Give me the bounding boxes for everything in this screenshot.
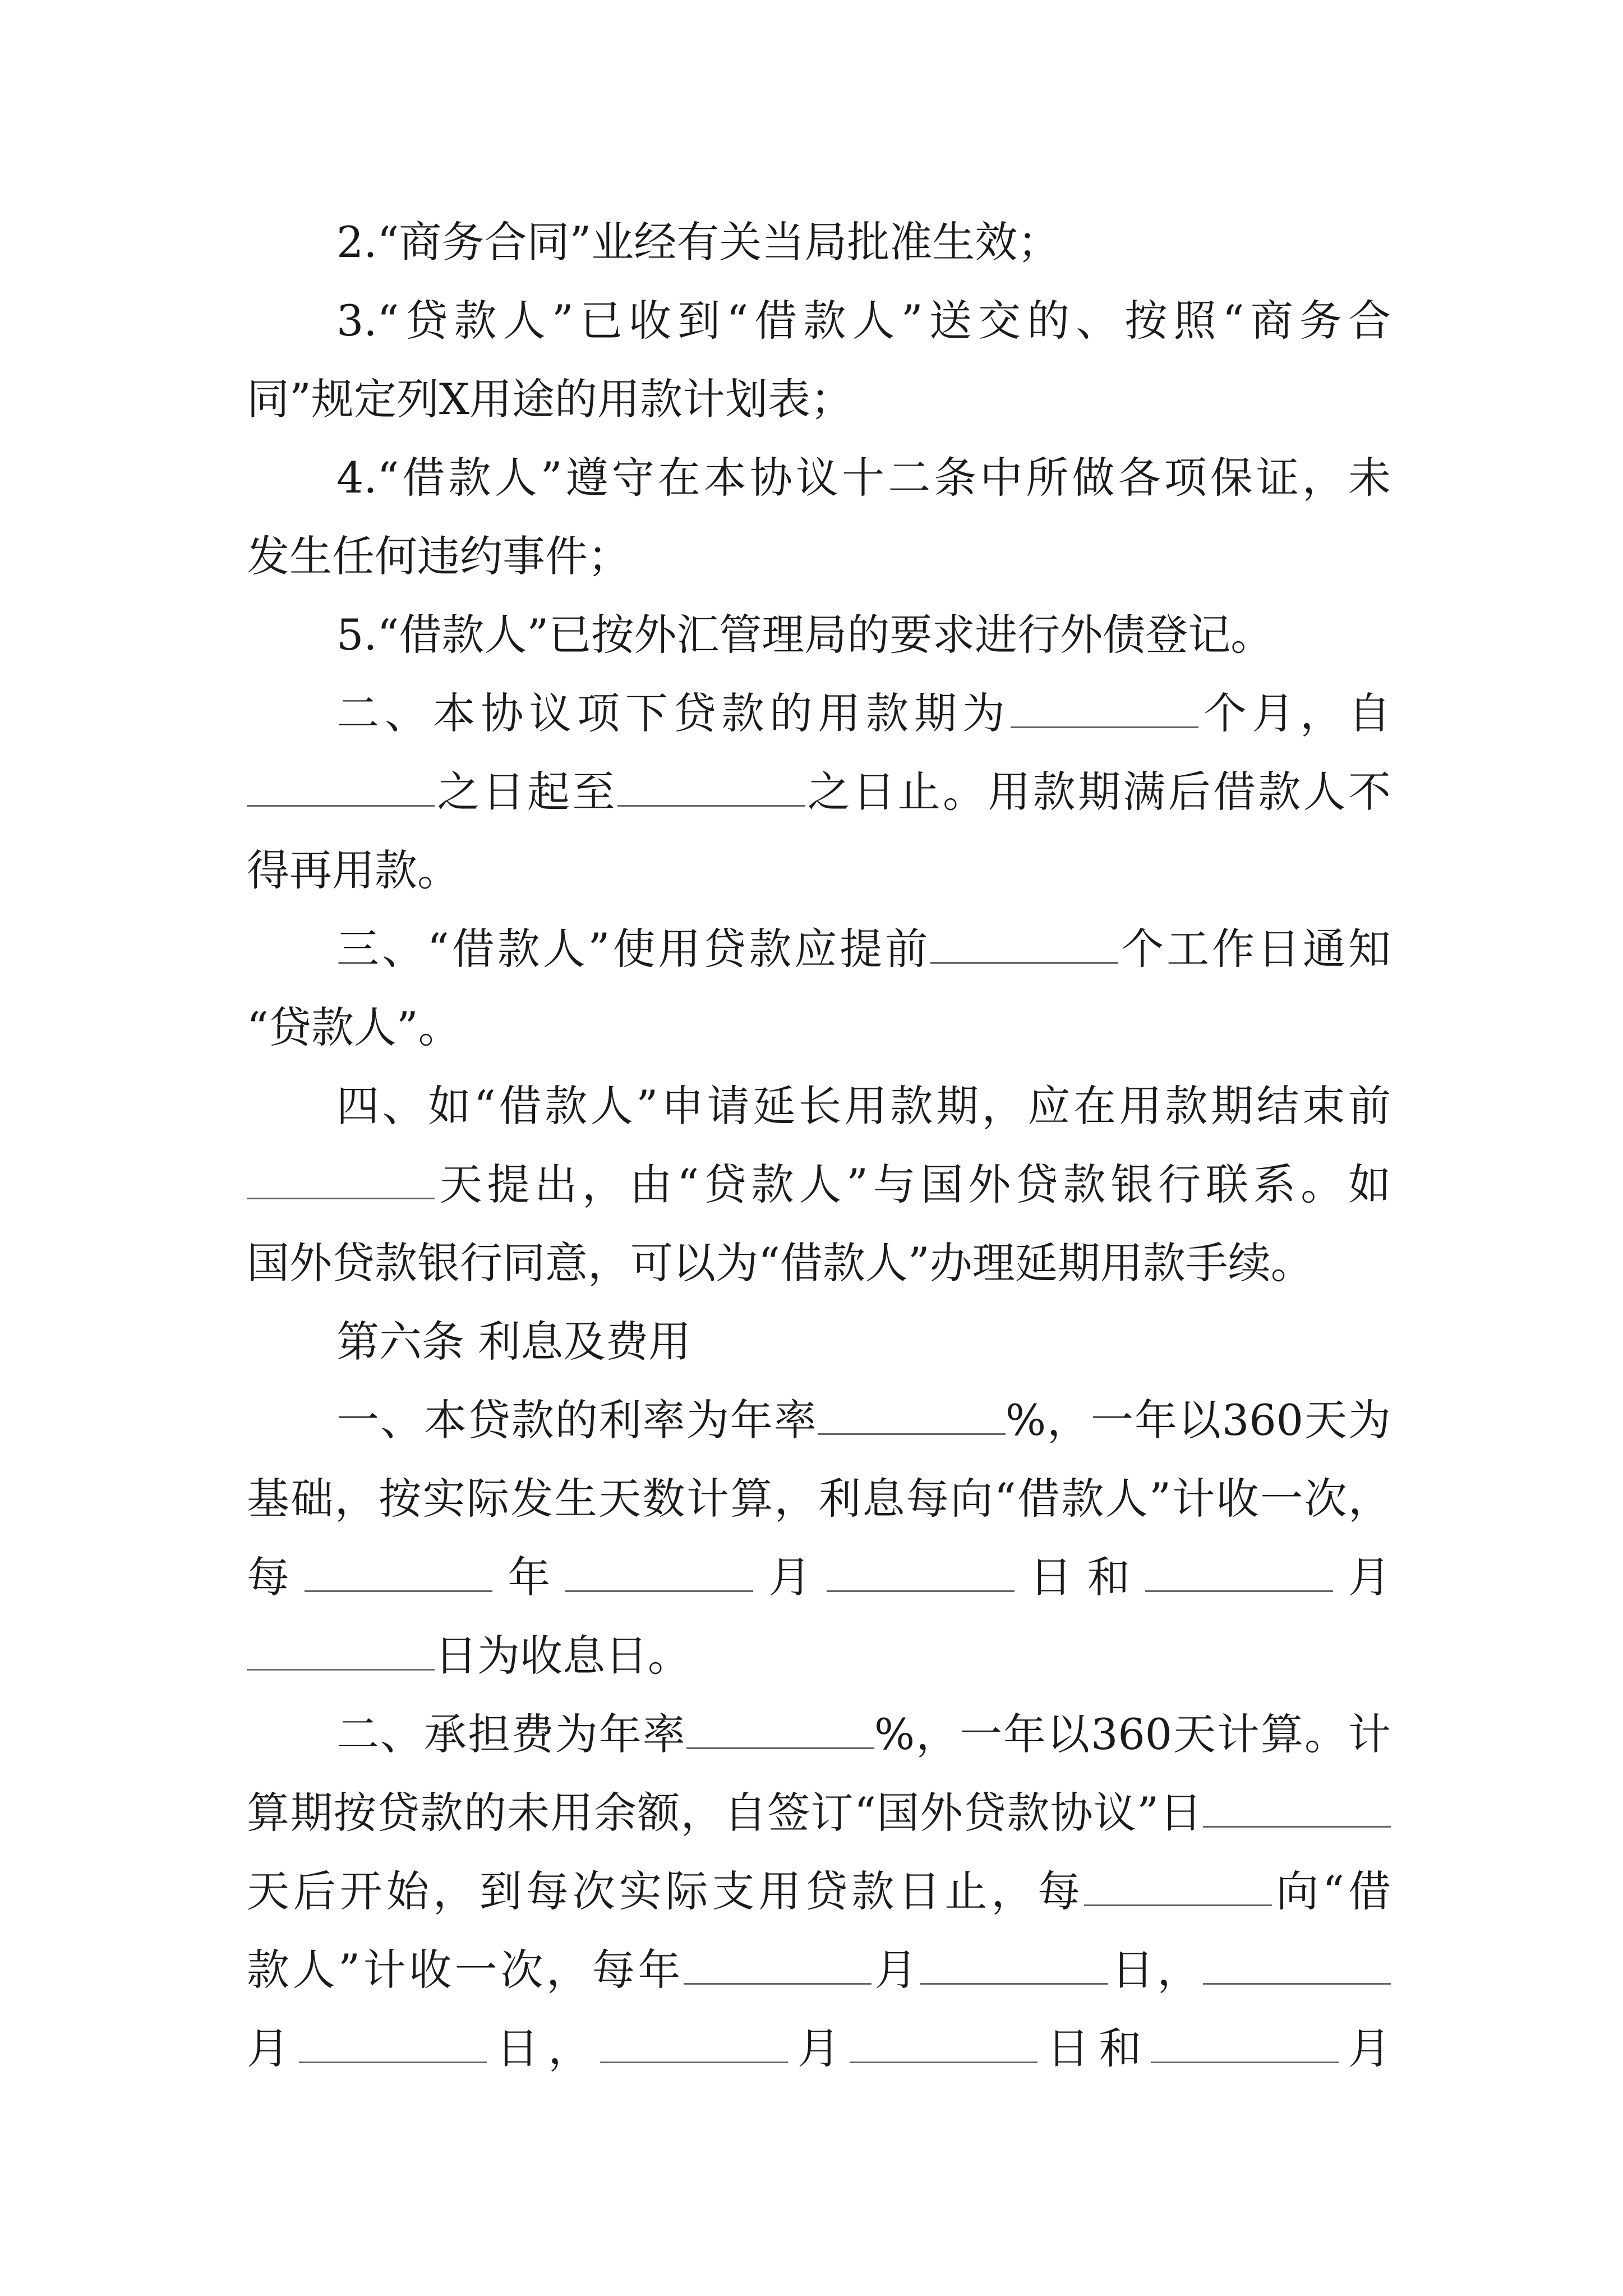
text-segment: 二、承担费为年率 — [336, 1709, 686, 1759]
text-segment: 同”规定列X用途的用款计划表； — [247, 374, 853, 424]
text-segment: 一、本贷款的利率为年率 — [336, 1395, 818, 1445]
fill-blank[interactable] — [920, 1941, 1108, 1985]
text-segment: 天提出，由“贷款人”与国外贷款银行联系。如 — [435, 1159, 1391, 1209]
fill-blank[interactable] — [827, 1549, 1015, 1592]
interest-line-2 — [247, 1460, 1391, 1538]
text-segment: 算期按贷款的未用余额，自签订“国外贷款协议”日 — [247, 1788, 1203, 1838]
text-segment: 四、如“借款人”申请延长用款期，应在用款期结束前 — [336, 1081, 1391, 1131]
text-segment: 之日起至 — [435, 767, 617, 817]
interest-line-4 — [247, 1617, 1391, 1695]
commitment-fee-line-5 — [247, 2009, 1391, 2088]
text-segment: 2.“商务合同”业经有关当局批准生效； — [336, 217, 1061, 267]
fill-blank[interactable] — [1203, 1784, 1391, 1828]
text-segment: 3.“贷款人”已收到“借款人”送交的、按照“商务合 — [336, 296, 1391, 346]
fill-blank[interactable] — [617, 763, 805, 807]
text-segment: 日为收息日。 — [435, 1631, 690, 1681]
text-segment: 向“借 — [1272, 1866, 1391, 1916]
text-segment: 个月，自 — [1198, 688, 1391, 738]
fill-blank[interactable] — [299, 2020, 487, 2063]
text-segment: 日， — [1108, 1945, 1203, 1995]
text-segment: 款人”计收一次，每年 — [247, 1945, 684, 1995]
clause-3-line-2 — [247, 988, 1391, 1067]
text-segment: 二、本协议项下贷款的用款期为 — [336, 688, 1011, 738]
fill-blank[interactable] — [247, 763, 435, 807]
text-segment: 月 — [753, 1552, 827, 1602]
text-segment: 发生任何违约事件； — [247, 531, 630, 581]
text-segment: 5.“借款人”已按外汇管理局的要求进行外债登记。 — [336, 610, 1274, 660]
fill-blank[interactable] — [1151, 2020, 1339, 2063]
text-segment: 月 — [1339, 2023, 1391, 2073]
text-segment: 得再用款。 — [247, 845, 460, 895]
clause-2-line-3 — [247, 831, 1391, 910]
commitment-fee-line-4 — [247, 1931, 1391, 2009]
interest-line-3 — [247, 1538, 1391, 1617]
clause-4-line-2 — [247, 1145, 1391, 1224]
clause-3-line-1 — [336, 910, 1391, 988]
text-segment: 日， — [486, 2023, 601, 2073]
clause-4-line-3 — [247, 1224, 1391, 1303]
text-segment: %，一年以360天计算。计 — [874, 1709, 1391, 1759]
text-segment: 国外贷款银行同意，可以为“借款人”办理延期用款手续。 — [247, 1238, 1313, 1288]
clause-4-line-1 — [336, 1067, 1391, 1145]
item-2-line — [336, 203, 1391, 282]
text-segment: “贷款人”。 — [247, 1002, 461, 1052]
fill-blank[interactable] — [686, 1706, 874, 1749]
text-segment: 日和 — [1014, 1552, 1145, 1602]
fill-blank[interactable] — [1011, 685, 1198, 728]
fill-blank[interactable] — [930, 921, 1118, 964]
text-segment: 个工作日通知 — [1118, 924, 1391, 974]
text-segment: 基础，按实际发生天数计算，利息每向“借款人”计收一次， — [247, 1474, 1391, 1524]
fill-blank[interactable] — [1084, 1863, 1272, 1906]
commitment-fee-line-1 — [336, 1695, 1391, 1774]
fill-blank[interactable] — [1145, 1549, 1333, 1592]
fill-blank[interactable] — [247, 1156, 435, 1199]
item-5-line — [336, 596, 1391, 674]
fill-blank[interactable] — [818, 1392, 1006, 1435]
text-segment: %，一年以360天为 — [1005, 1395, 1391, 1445]
fill-blank[interactable] — [247, 1627, 435, 1671]
commitment-fee-line-2 — [247, 1774, 1391, 1852]
section-heading: 第六条 利息及费用 — [336, 1317, 691, 1366]
text-segment: 之日止。用款期满后借款人不 — [805, 767, 1391, 817]
fill-blank[interactable] — [305, 1549, 492, 1592]
clause-2-line-1 — [336, 674, 1391, 753]
text-segment: 4.“借款人”遵守在本协议十二条中所做各项保证，未 — [336, 453, 1391, 503]
interest-line-1 — [336, 1381, 1391, 1460]
text-segment: 日和 — [1037, 2023, 1151, 2073]
text-segment: 月 — [1332, 1552, 1391, 1602]
text-segment: 每 — [247, 1552, 305, 1602]
text-segment: 年 — [492, 1552, 566, 1602]
fill-blank[interactable] — [565, 1549, 753, 1592]
text-segment: 三、“借款人”使用贷款应提前 — [336, 924, 931, 974]
fill-blank[interactable] — [600, 2020, 788, 2063]
text-segment: 月 — [788, 2023, 850, 2073]
clause-2-line-2 — [247, 753, 1391, 831]
item-3-line-2 — [247, 360, 1391, 439]
article-6-heading — [336, 1303, 1391, 1381]
fill-blank[interactable] — [850, 2020, 1038, 2063]
fill-blank[interactable] — [1203, 1941, 1391, 1985]
text-segment: 天后开始，到每次实际支用贷款日止，每 — [247, 1866, 1085, 1916]
fill-blank[interactable] — [684, 1941, 872, 1985]
text-segment: 月 — [871, 1945, 921, 1995]
item-4-line-1 — [336, 439, 1391, 517]
item-3-line-1 — [336, 282, 1391, 360]
item-4-line-2 — [247, 517, 1391, 596]
commitment-fee-line-3 — [247, 1852, 1391, 1931]
text-segment: 月 — [247, 2023, 299, 2073]
